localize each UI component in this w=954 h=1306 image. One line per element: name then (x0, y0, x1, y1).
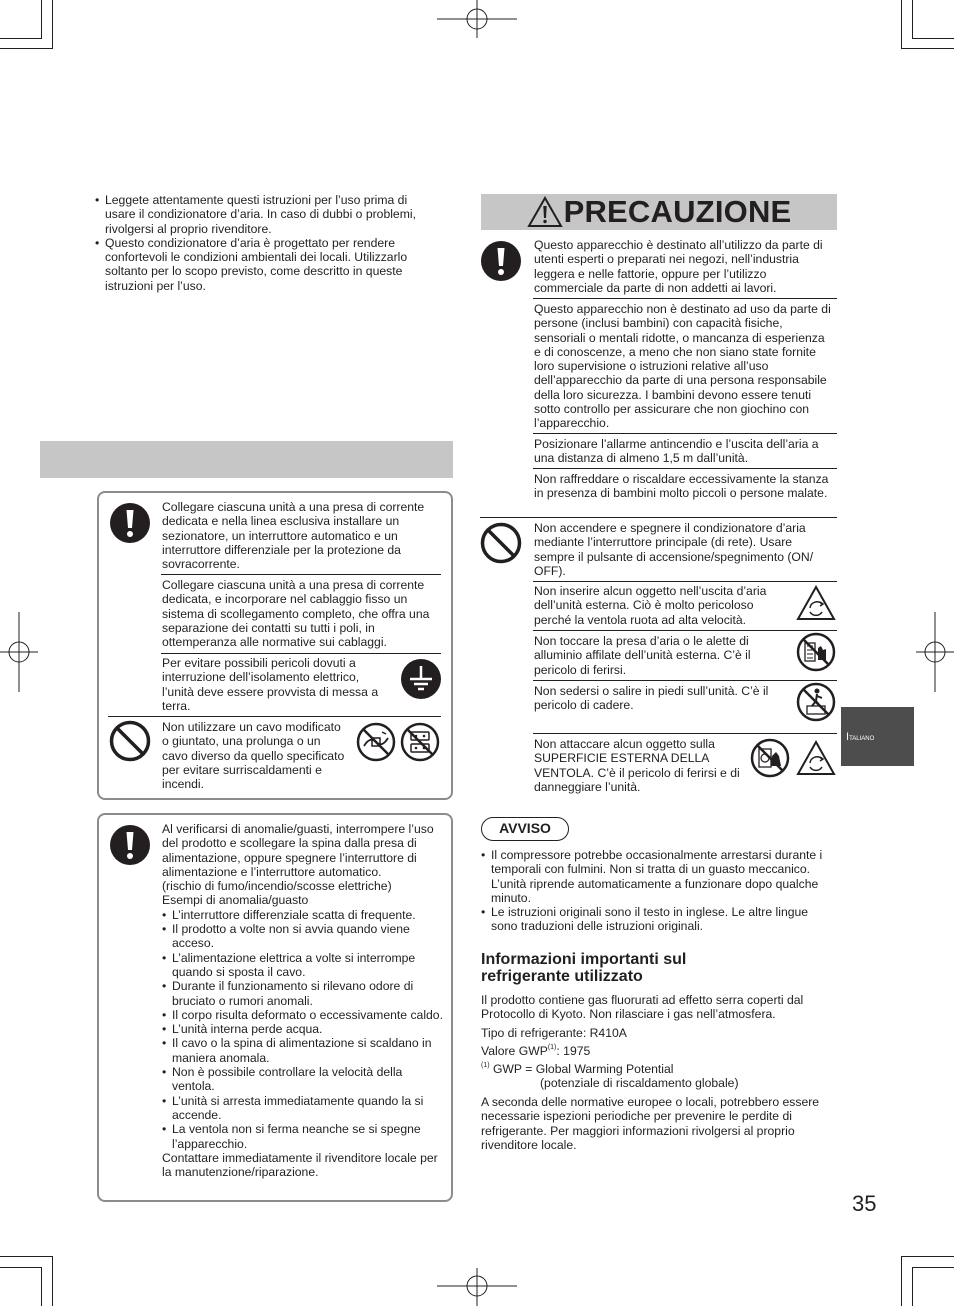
precauzione-item-6: Non inserire alcun oggetto nell’uscita d’aria dell’unità esterna. Ciò è molto pericoloso perché la ventola ruota ad alta velocità. (534, 584, 767, 627)
divider (161, 574, 441, 575)
earth-ground-icon (400, 658, 442, 700)
no-modified-cable-icon (356, 722, 396, 762)
divider (533, 680, 837, 681)
list-item: • Il cavo o la spina di alimentazione si scaldano in maniera anomala. (162, 1036, 444, 1065)
list-item: • Leggete attentamente questi istruzioni per l’uso prima di usare il condizionatore d’aria. In caso di dubbi o problemi, rivolgersi al proprio rivenditore. (95, 193, 440, 236)
box2-examples-list (162, 908, 444, 1151)
section-header-bar (40, 441, 453, 478)
divider (480, 517, 837, 518)
list-item: • Durante il funzionamento si rilevano odore di bruciato o rumori anomali. (162, 979, 444, 1008)
precauzione-item-9: Non attaccare alcun oggetto sulla SUPERFICIE ESTERNA DELLA VENTOLA. C’è il pericolo di ferirsi e di danneggiare l’unità. (534, 737, 740, 794)
precauzione-item-5: Non accendere e spegnere il condizionatore d’aria mediante l’interruttore principale (di rete). Usare sempre il pulsante di accensione/spegnimento (ON/ OFF). (534, 521, 814, 578)
refrigerant-heading-line1: Informazioni importanti sul (481, 951, 687, 968)
precauzione-item-4: Non raffreddare o riscaldare eccessivamente la stanza in presenza di bambini molto piccoli o persone malate. (534, 472, 829, 501)
list-item: • Questo condizionatore d’aria è progettato per rendere confortevoli le condizioni ambientali dei locali. Utilizzarlo soltanto per lo scopo previsto, come descritto in queste istruzioni per l’uso. (95, 236, 440, 293)
box2-risk: (rischio di fumo/incendio/scosse elettriche) (162, 879, 392, 894)
gwp-label: Valore GWP (481, 1044, 548, 1058)
box1-item-1: Collegare ciascuna unità a una presa di corrente dedicata e nella linea esclusiva installare un sezionatore, un interruttore automatico e un interruttore differenziale per la protezione da sovracorrente. (162, 500, 425, 572)
mandatory-icon (480, 240, 522, 282)
box2-examples-label: Esempi di anomalia/guasto (162, 893, 309, 908)
no-climbing-icon (796, 682, 836, 722)
avviso-list (481, 848, 837, 934)
no-touch-fins-icon (796, 632, 836, 672)
page-number: 35 (852, 1191, 877, 1216)
prohibited-icon (109, 720, 151, 762)
list-item: • L’unità si arresta immediatamente quando la si accende. (162, 1094, 444, 1123)
divider (533, 581, 837, 582)
box1-item-2: Collegare ciascuna unità a una presa di corrente dedicata, e incorporare nel cablaggio fisso un sistema di scollegamento completo, che offra una separazione dei contatti su tutti i poli, in ottemperanza alle normative sui cablaggi. (162, 578, 430, 650)
list-item: • Non è possibile controllare la velocità della ventola. (162, 1065, 444, 1094)
footnote-line1: GWP = Global Warming Potential (489, 1062, 674, 1076)
mandatory-icon (109, 824, 151, 866)
precauzione-item-2: Questo apparecchio non è destinato ad uso da parte di persone (inclusi bambini) con capacità fisiche, sensoriali o mentali ridotte, o mancanza di esperienza e di conoscenze, a meno che non siano state fornite loro supervisione o istruzioni relative all’uso dell’apparecchio da parte di una persona responsabile della loro sicurezza. I bambini devono essere tenuti sotto controllo per assicurare che non giochino con l’apparecchio. (534, 302, 831, 431)
precauzione-item-3: Posizionare l’allarme antincendio e l’uscita dell’aria a una distanza di almeno 1,5 m dall’unità. (534, 437, 819, 466)
divider (533, 433, 837, 434)
refrigerant-gwp (481, 1044, 837, 1058)
list-item: • Il corpo risulta deformato o eccessivamente caldo. (162, 1008, 444, 1022)
refrigerant-p2: A seconda delle normative europee o locali, potrebbero essere necessarie ispezioni periodiche per prevenire le perdite di refrigerante. Per maggiori informazioni rivolgersi al proprio rivenditore locale. (481, 1095, 820, 1152)
rotating-fan-warning-icon (796, 584, 836, 622)
refrigerant-heading (481, 951, 837, 985)
precauzione-item-8: Non sedersi o salire in piedi sull’unità. C’è il pericolo di cadere. (534, 684, 769, 713)
divider (108, 716, 441, 717)
footnote-line2: (potenziale di riscaldamento globale) (540, 1076, 739, 1091)
divider (533, 468, 837, 469)
refrigerant-p1: Il prodotto contiene gas fluorurati ad effetto serra coperti dal Protocollo di Kyoto. Non rilasciare i gas nell’atmosfera. (481, 993, 804, 1022)
box2-content (162, 822, 444, 1179)
gwp-value: : 1975 (556, 1044, 591, 1058)
box2-outro: Contattare immediatamente il rivenditore locale per la manutenzione/riparazione. (162, 1150, 438, 1180)
box1-item-3: Per evitare possibili pericoli dovuti a interruzione dell’isolamento elettrico, l’unità deve essere provvista di messa a terra. (162, 656, 379, 713)
box1-item-4: Non utilizzare un cavo modificato o giuntato, una prolunga o un cavo diverso da quello specificato per evitare surriscaldamenti e incendi. (162, 720, 345, 792)
registration-mark-top (437, 0, 517, 40)
no-extension-cord-icon (400, 722, 440, 762)
prohibited-icon (480, 522, 522, 564)
language-tab-initial: I (846, 731, 850, 743)
list-item: • L’unità interna perde acqua. (162, 1022, 444, 1036)
rotating-fan-warning-icon (796, 739, 836, 777)
gwp-footnote-marker: (1) (547, 1044, 557, 1051)
language-tab (841, 707, 914, 766)
registration-mark-left (0, 612, 40, 692)
divider (533, 733, 837, 734)
warning-triangle-icon (527, 196, 563, 228)
refrigerant-heading-line2: refrigerante utilizzato (481, 968, 643, 985)
divider (533, 298, 837, 299)
precauzione-title: PRECAUZIONE (563, 194, 792, 229)
footnote-marker: (1) (481, 1062, 490, 1069)
refrigerant-footnote (481, 1062, 837, 1091)
list-item: • La ventola non si ferma neanche se si spegne l’apparecchio. (162, 1122, 444, 1151)
list-item: • Le istruzioni originali sono il testo in inglese. Le altre lingue sono traduzioni delle istruzioni originali. (481, 905, 837, 934)
list-item: • L’interruttore differenziale scatta di frequente. (162, 908, 444, 922)
mandatory-icon (109, 502, 151, 544)
precauzione-item-7: Non toccare la presa d’aria o le alette di alluminio affilate dell’unità esterna. C’è il pericolo di ferirsi. (534, 634, 751, 677)
registration-mark-right (914, 612, 954, 692)
precauzione-header (481, 194, 837, 230)
refrigerant-type: Tipo di refrigerante: R410A (481, 1026, 627, 1040)
list-item: • Il compressore potrebbe occasionalmente arrestarsi durante i temporali con fulmini. Non si tratta di un guasto meccanico. L’unità riprende automaticamente a funzionare dopo qualche minuto. (481, 848, 837, 905)
language-tab-rest: TALIANO (849, 736, 875, 742)
box2-intro: Al verificarsi di anomalie/guasti, interrompere l’uso del prodotto e scollegare la spina dalla presa di alimentazione, oppure spegnere l’interruttore di alimentazione e l’interruttore automatico. (162, 822, 434, 879)
intro-list (95, 193, 440, 293)
registration-mark-bottom (437, 1266, 517, 1306)
avviso-label: AVVISO (481, 817, 569, 841)
list-item: • L’alimentazione elettrica a volte si interrompe quando si sposta il cavo. (162, 951, 444, 980)
divider (161, 653, 441, 654)
list-item: • Il prodotto a volte non si avvia quando viene acceso. (162, 922, 444, 951)
precauzione-item-1: Questo apparecchio è destinato all’utilizzo da parte di utenti esperti o preparati nei negozi, nell’industria leggera e nelle fattorie, oppure per l’utilizzo commerciale da parte di non addetti ai lavori. (534, 238, 823, 295)
divider (533, 630, 837, 631)
no-objects-on-fan-icon (750, 738, 790, 778)
